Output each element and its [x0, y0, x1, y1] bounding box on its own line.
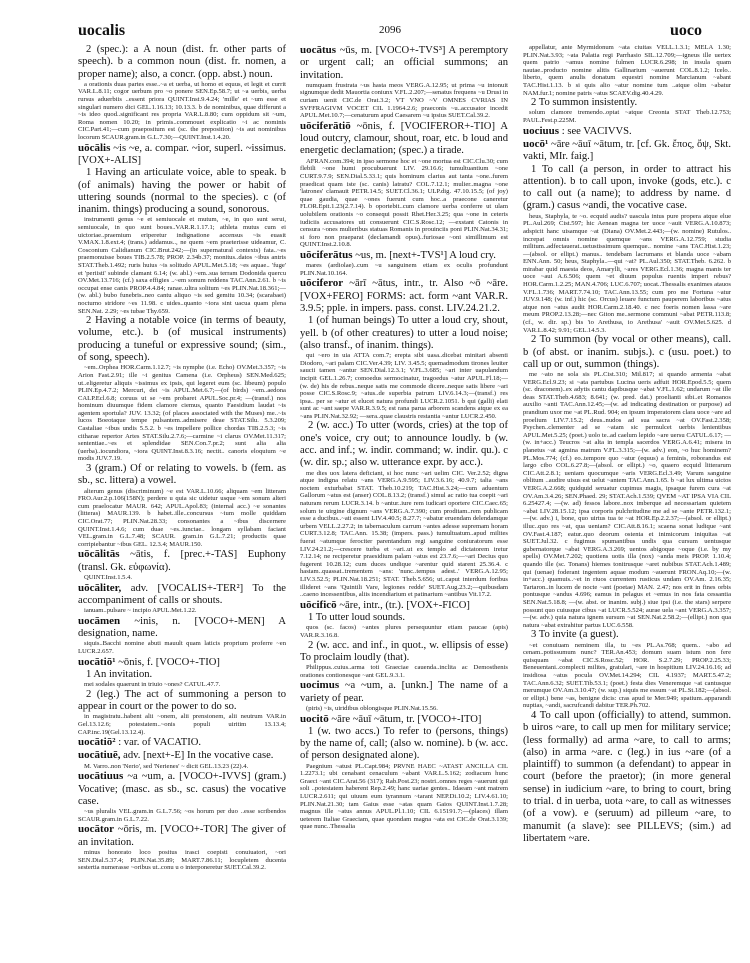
entry-headline [78, 736, 286, 749]
running-head [78, 22, 702, 42]
citation-block: AFRAN.com.394; in ipso sermone hoc et ~one mortua est CIC.Clu.30; cum flebili ~one humi procubuerunt LIV. 29.16.6; tumultuantium ~one CURT.9.7.9; SEN.Dial.5.33.1; quis hominum clarius aut tanta ~one..furem praedicat quam iste (sc. canis) latratu? COL.7.12.1; mulier..magna ~one 'latrones' clamauit PETR.14.5; SUET.Cl.36.1; ULP.dig. 47.10.15.5; (of joy) quae gaudia, quae ~ones fuerunt cum hoc..a praecone caneretur FLOR.Epit.1.23(2.7.14). b oportebit..cum clamore uerba conferre ut ulam uolubilem orationis ~o consequi possit Rhet.Her.3.25; qua ~one in ceteris iudiciis accusatores uti consuerunt CIC.S.Rosc.12; —exstant Catonis in censura ~ones mulieribus statuas Romanis in prouinciis poni PLIN.Nat.34.31; si foro non praeparat (declamandi opus)..furiosae ~oni simillimum est QUINT.Inst.2.10.8. [300, 157, 508, 249]
entry-grammar: ~ōris, m. [VOCO+-TOR] The giver of an invitation. [78, 824, 287, 848]
headword: uocātiō¹ [78, 655, 116, 668]
headword: uōciferātiō [300, 119, 351, 132]
citation-block: heus, Staphyla, te ~o. ecquid audis? uascula intus pure propera atque elue PL.Aul.269; Cist.597; hic Aenean magna ter uoce ~auit VERG.A.10.873; adspicit hanc uisamque ~at (Diana) OV.Met.2.443;—(w. nomine) Rutulos.. increpat omnis nomine quemque ~ans VERG.A.12.759; studia militum..adfectauerat..uetustissimum quemque.. nomine ~ans TAC.Hist.1.23;—(absol. or ellipt.) manus.. tendebam lacrumans et blanda uoce ~abam ENN.Ann. 50; heus, Staphyla..—qui ~at? PL.Aul.350; STAT.Theb. 6.262. b mirabar quid maesta deos, Amarylli, ~ares VERG.Ecl.1.36; magna manis ter uoce ~aui A.6.506; quem ~et diuum populus ruentis imperi rebus? HOR.Carm.1.2.25; MAN.4.706; LUC.6.707; uocat..Thessalis exanimes atauos V.FL.1.736; MART.7.74.10; TAC.Ann.13.55; cum pro me Fortuna ~atur JUV.9.148; (w. inf.) hic (sc. Orcus) leuare functum pauperem laboribus ~atus atque non ~atus audit HOR.Carm.2.18.40. c nec foeris nomen lassa ~are meum PROP.2.13.28;—nec Giton me..sermone communi ~abat PETR.113.8; (cf., w. dir. sp.) bis 'io Arethusa, io Arethusa' ~auit OV.Met.5.625. d VAR.L.8.42; 9.91; GEL.14.5.3. [523, 212, 731, 334]
column-3 [523, 44, 731, 845]
citation-block: numquam frustrata ~us hasta meos VERG.A.12.95; ut prima ~u intonuit signumque dedit Mauortia coniunx V.FL.2.207;—senatus frequens ~u Drusi in curiam uenit CIC.de Orat.3.2; VT VNO ~V OMNES CVRIAS IN SVFFRAGIVM VOCET CIL 1.1964.2.6; praeconis ~u..accusator incedit APUL.Met.10.7;—cenaturum apud Caesarem ~u ipsius SUET.Cal.39.2. [300, 81, 508, 120]
entry-grammar: ~ātis, f. [prec.+-TAS] Euphony (transl. Gk. εὐφωνία). [78, 549, 286, 573]
headword: uocātor [78, 823, 115, 836]
entry-headline [78, 615, 286, 641]
citation-block: instrumenti genus ~e et semiuocale et mutum, ~e, in quo sunt serui, semiuocale, in quo sunt boues..VAR.R.1.17.1; athleta mutus cum ei uictoriae..praemium eriperetur indignatione accensus ~is euasit V.MAX.1.8.ext.4; (trans.) addamus.., ne quem ~em praeterisse uideamur, C. Cosconium Calidianum CIC.Brut.242;—(in supernatural contexts) fata..~es praemonuisse boues TIB.2.5.78; PROP. 2.34b.37; monitus..datos ~ibus antris STAT.Theb.1.492; ruris huius ~is solitudo APUL.Met.5.18; ~es aquae.. 'fuge' et 'periisti' subinde clamant 6.14; (w. abl.) ~em..sua terram Dodonida quercu OV.Met.13.716; (cf.) saxa effigies ..~em sonum reddens TAC.Ann.2.61. b ~is occupat ense canis PROP.4.4.84; ranae..ultra solitum ~es PLIN.Nat.18.361;—(w. abl.) bubo funebris..neo cantu aliquo ~is sed gemitu 10.34; (scarabaei) nocturno stridore ~es 11.98. c uides..quanto ~iora sint uacua quam plena SEN.Nat. 2.29; ~es tubae Thy.659. [78, 216, 286, 315]
entry-grammar: ~āre ~āuī ~ātum, tr. [cf. Gk. ἔπος, ὄψ, Skt. vakti, MIr. faig.] [523, 138, 731, 163]
sense-definition: 2 To summon (by vocal or other means), call. b (of abst. or inanim. subjs.). c (usu. poet.) to call up or out, summon (things). [523, 334, 731, 370]
headword: uōcāliter, [78, 581, 122, 594]
headword: uocāmen [78, 614, 121, 627]
sense-definition: 1 (w. two accs.) To refer to (persons, things) by the name of, call; (also w. nomine). b (w. acc. of person designated alone). [300, 725, 508, 762]
entry-grammar: ~ārī ~ātus, intr., tr. Also ~ō ~āre. [VOX+FERO] FORMS: act. form ~ant VAR.R. 3.9.5; pple. in impers. pass. const. LIV.24.21.2. [300, 278, 508, 314]
headword: uocō¹ [523, 137, 549, 150]
entry-grammar: ~us, m. [next+-TVS¹] A loud cry. [355, 249, 496, 261]
citation-block: me dies uox latera deficiant, si hoc nunc ~ari uelim CIC. Ver.2.52; digna atque indigna relatu ~ans VERG.A.9.595; LIV.3.6.16; 40.9.7; talia ~ans noctem exturbabat STAT. Theb.10.219; TAC.Hist.3.24;—cum aduentum Gallorum ~atus est (anser) COL.8.13.2; (transf.) simul ac ratio tua coepit ~ari naturam rerum LUCR.3.14. b ~antur..iure rem iudicari oportere CIC.Caec.65; solum te uirgine dignum ~ans VERG.A.7.390; cum proditam..rem publicam esse a ducibus..~ati essent LIV.4.40.5; 8.27.7; ~abatur eruendam delendamque urbem VELL.2.27.2; in tabernaculum carrum ~antes adesse supremam horam CURT.3.12.8; TAC.Ann. 15.38; (impers. pass.) tumultuatum..apud milites fuerat ~atumque ferociter parentandum regi sanguine coniuratorum esse LIV.24.21.2;—crescere turba et ~ari..ut ex templo ad dictatorem iretur 7.12.14; ne reciperetur praesidium palam ~atus est 23.7.6;—~ari Decius quo fugerent 10.28.12; cum duces undique ~arentur quid starent 25.36.4. c hastam..quassat..trementem ~ans: 'nunc..tempus adest..' VERG.A.12.95; LIV.3.52.5; PLIN.Nat.18.251; STAT. Theb.5.656; ut..caput interdum foribus illideret ~ans 'Quintili Vare, legiones redde' SUET.Aug.23.2;—quibusdam ..caeno incessentibus, aliis incendiarium et patinarium ~antibus Vit.17.2. [300, 469, 508, 599]
citation-block: siquis..Bacchi nomine abuti mauult quam laticis proprium proferre ~en LUCR.2.657. [78, 640, 286, 655]
sense-definition: 3 To invite (a guest). [531, 629, 619, 641]
headword: uocimus [300, 679, 340, 692]
entry-headline [78, 656, 286, 669]
entry-headline [523, 125, 731, 138]
entry-grammar: ~a ~um, a. [unkn.] The name of a variety of pear. [300, 680, 508, 704]
entry-grammar: adv. [VOCALIS+-TER²] To the accompaniment of calls or shouts. [78, 582, 286, 606]
headword: uōciferor [300, 277, 344, 290]
citation-block: ~et conuiuam neminem illa, tu ~es PL.As.768; quem.. ~abo ad cenam..potissumum nunc? TER.An.453; domum suam istum non fere quisquam ~abat CIC.S.Rosc.52; HOR. S.2.7.29; PROP.2.25.33; Beneuentani..complecti milites, gratulari, ~are in hospitium LIV.24.16.16; ad insidiosa ~atus pocula OV.Met.14.294; CIL 4.1937; MART.5.47.2; TAC.Ann.6.32; SUET.Tib.53.1; (poet.) festa dies Veneremque ~at cantusque merumque OV.Am.3.10.47; (w. sup.) siquis me essum ~at PL.St.182;—(absol. or ellipt.) bene ~as, benigne dicis: cras apud te Mer.949; spatium..apparandi nuptias, ~andi, sacrufcandi dabitur TER.Ph.702. [523, 641, 731, 710]
entry-grammar: : see VACIVVS. [561, 125, 632, 137]
citation-block: minus honorato loco positus irasci coepisti conuiuatori, ~ori SEN.Dial.5.37.4; PLIN.Nat.35.89; MART.7.86.11; locupletem ducenta sestertia numerasse ~oribus ut..conu u o interponeretur SUET.Cal.39.2. [78, 848, 286, 872]
entry-headline [78, 142, 286, 168]
guide-word-right: uoco [670, 22, 702, 39]
citation-block: solum clamore tremendo..optat ~atque Creonta STAT Theb.12.753; PAUL.Fest.p.225M. [523, 109, 731, 125]
headword: uocātus [300, 44, 337, 56]
sense-definition: 2 Having a notable voice (in terms of beauty, volume, etc.). b (of musical instruments) producing a tuneful or expressive sound; (sim., of song, speech). [78, 315, 286, 364]
citation-block: ~em..Orphea HOR.Carm.1.12.7; ~is nymphe (i.e. Echo) OV.Met.3.357; ~is Arion Fast.2.91; ille ~i genitus Camena (i.e. Orpheus) SEN.Med.625; ut..eligeretur aliquis ~issimus ex ipsis, qui legeret eum (sc. libeum) populo PLIN.Ep.4.7.2; Mercuri, dei ~is APUL.Met.6.7;—(of birds) ~em..aedona CALP.Ecl.6.8; coruus ut se ~em probaret APUL.Soc.pr.4; —(transf.) nos hominum diuumque fidem clamore ciemus, quanto Faesidium laudat ~is agentem sportula? JUV. 13.32; (of places associated with the Muses) me..~is lucos Boeotaque tempe pulsantem..admisere deae STAT.Silu. 5.3.209; Castaliae ~ibus undis 5.5.2. b ~es impellere pollice chordas TIB.2.5.3; ~is citharae repertor Artes STAT.Silu.2.7.6;—carmine ~i clarus OV.Met.11.317; sententiae..~es et splendidae SEN.Con.7.pr.2; sunt alia alia (uerba)..iocundiora, ~iora QUINT.Inst.8.3.16; nectit.. canoris eloquium ~e modis JUV.7.19. [78, 364, 286, 463]
sense-definition: 1 Having an articulate voice, able to speak. b (of animals) having the power or habit of uttering sounds (normal to the species). c (of inanim. things) producing a sound, sonorous. [78, 167, 286, 216]
citation-block: in magistratu..habent alii ~onem, alii prensionem, alii neutrum VAR.in Gel.13.12.6; potestatem..~onis populi uiritim 13.13.4; CAP.inc.19(Gel.13.12.4). [78, 713, 286, 736]
entry-grammar: ~ōnis, f. [VOCIFEROR+-TIO] A loud outcry, clamour, shout, roar, etc. b loud and energetic declamation; (spec.) a tirade. [300, 120, 508, 157]
citation-block: ~us pluralis VEL.gram.in G.L.7.56; ~os horum per duo ..esse scribendos SCAUR.gram.in G.L.7.22. [78, 808, 286, 823]
citation-block: a orationis duas partes esse..~a et uerba, ut homo et equus, et legit et currit VAR.L.8.11; cogor uerbum pro ~o ponere SEN.Ep.58.7; ut ~a uerbis, uerba rursus aduerbiis ..essent priora QUINT.Inst.9.4.24; 'mille' et ~um esse et singulari numero dici GEL.1.16.13; 10.13.3. b de nominibus, quae differunt a ~is ideo quod..significant res propria VAR.L.8.80; cum oppidum sit ~um, Roma nomen 10.20; in primis..commouet explicatio ~i ac nominis CIC.Part.41;—cum praepositum est (sc. the preposition) ~is aut nominibus locorum SCAUR.gram.in G.L.7.30;—QUINT.Inst.1.4.20. [78, 80, 286, 142]
headword: uocātiō² [78, 736, 116, 749]
sense-definition: 2 To summon insistently. [531, 97, 638, 109]
entry-headline [300, 277, 508, 315]
sense-definition: 2 (spec.): a A noun (dist. fr. other parts of speech). b a common noun (dist. fr. nomen, a proper name); also, a concr. (opp. abst.) noun. [78, 44, 286, 80]
sense-definition: 2 (leg.) The act of summoning a person to appear in court or the power to do so. [78, 688, 286, 713]
headword: uocitō [300, 712, 329, 725]
citation-block: alterum genus (discriminum) ~e est VAR.L.10.66; aliquam ~em litteram FRO.Aur.2.p.106(158N); perdere u quia sic uidetur usque ~em sonum alteri cum praelocatur MAUR. 642; APUL.Apol.83; (internal acc.) ~e sonantes (litteras) MAUR.139. b habet..ille..concursus ~ium molle quiddam CIC.Orat.77; PLIN.Nat.28.33; consonantes a ~ibus discernere QUINT.Inst.1.4.6; cum duae ~es..iunctae.. longam syllabam faciant VEL.gram.in G.L.7.48; SCAUR. gram.in G.L.7.21; productis quae corripiebantur ~ibus GEL. 12.3.4; MAUR.150. [78, 487, 286, 548]
citation-block: (piris) ~is, uiridibus oblongisque PLIN.Nat.15.56. [306, 704, 438, 712]
sense-definition: 1 An invitation. [86, 668, 153, 680]
entry-grammar: ~āre ~āuī ~ātum, tr. [VOCO+-ITO] [331, 713, 482, 725]
entry-headline [78, 582, 286, 608]
column-1 [78, 44, 286, 872]
entry-grammar: ~a ~um, a. [VOCO+-IVVS] (gram.) Vocative; (masc. as sb., sc. casus) the vocative case. [78, 771, 286, 807]
citation-block: QUINT.Inst.1.5.4. [84, 573, 133, 581]
entry-headline [78, 823, 286, 849]
entry-headline [78, 749, 286, 762]
citation-block: Philippus..cuius..arma toti Graeciae cauenda..inclita ac Demosthenis orationes contionesque ~ant GEL.9.3.1. [300, 664, 508, 679]
citation-block: mares (ardiolae)..cum ~u sanguinem etiam ex oculis profundunt PLIN.Nat.10.164. [300, 262, 508, 277]
citation-block: quos (sc. facos) ~antes plures persequuntur etiam paucae (apis) VAR.R.3.16.8. [300, 624, 508, 639]
entry-grammar: ~is ~e, a. compar. ~ior, superl. ~issimus. [VOX+-ALIS] [78, 142, 286, 166]
entry-headline [300, 713, 508, 726]
entry-grammar: ~inis, n. [VOCO+-MEN] A designation, name. [78, 615, 286, 640]
citation-block: qui ~ero in uia ATTA com.7; erepta sibi uasa..dicebat minitari absenti Diodoro, ~ari palam CIC.Ver.4.39; LIV. 3.45.5; quemadmodum tirones leuiter saucii tamen ~antur SEN.Dial.12.3.1; V.FL.3.685; ~ari inter uapulandum incipit GEL.1.26.7; comoedus sermocinatur, tragoedus ~atur APUL.Fl.18;—(w. de) his de rebus..neque satis me commode dicere..neque satis libere ~ari posse CIC.S.Rosc.9; ~atus..de superbia patrum LIV.6.14.3;—(transf.) res ipsa.. per se ~atur et elucet natura profundi LUCR.2.1051. b qui (galli) elati sunt ac ~ant saepe VAR.R.3.9.5; est rana parua arborem scandens atque ex ea ~ans PLIN.Nat.32.92; —sera..quae claustris restantia ~antur LUCR.2.450. [300, 352, 508, 420]
sense-definition: 1 To utter loud sounds. [308, 612, 406, 624]
citation-block: appellatur, ante Myrmidonum ~ata ciuitas VELL.1.3.1; MELA 1.30; PLIN.Nat.3.93; ~ata Palatia regi Parrhasio SIL.12.709;—igneus ille uertex quem patrio ~amus nomine fulmen LUCR.6.298; in insula quam nautae..producto nomine alitis Gallinarium ~auerunt COL.8.1.2; Icelo.. liberto, quem anulis donatum equestri nomine Marcianum ~abant TAC.Hist.1.13. b si quis alio ~atur nomine tum ..atque olim ~abatur NAM.fur.1; nomine patris ~atus SCAEV.dig.40.4.29. [523, 44, 731, 97]
headword: uociuus [523, 124, 560, 137]
sense-definition: 3 (gram.) Of or relating to vowels. b (fem. as sb., sc. littera) a vowel. [78, 463, 286, 487]
entry-headline [300, 249, 508, 262]
sense-definition: 2 (w. acc. and inf., in quot., w. ellipsis of esse) To proclaim loudly (that). [300, 639, 508, 663]
entry-grammar: : var. of VACATIO. [118, 737, 202, 749]
column-2 [300, 44, 508, 831]
entry-headline [300, 44, 508, 82]
entry-headline [300, 599, 508, 612]
sense-definition: 4 To call upon (officially) to attend, summon. b uiros ~are, to call up men for military service; (less formally) ad arma ~are, to call to arms; (also) in arma ~are. c (leg.) in ius ~are (of a plaintiff) to summon (a defendant) to appear in court (before the praetor); (in more general sense) in iudicium ~are, to bring to court, bring to trial. d in uerba, uota ~are, to call as witnesses (of a vow). e (seruum) ad pilleum ~are, to manumit (a slave): see PILLEVS; (sim.) ad libertatem ~are. [523, 709, 731, 844]
sense-definition: 1 (of human beings) To utter a loud cry, shout, yell. b (of other creatures) to utter a loud noise; (also transf., of inanim. things). [300, 315, 508, 351]
entry-grammar: ~ūs, m. [VOCO+-TVS³] A peremptory or urgent call; an official summons; an invitation. [300, 45, 508, 81]
citation-block: ianuam..pulsare ~ incipio APUL.Met.1.22. [84, 607, 197, 615]
citation-block: me ~ato ne sola sis PL.Cist.310; Mil.817; si quando armenta ~abat VERG.Ecl.9.23; si ~ata partubus Lucina ueris adfuit HOR.Epod.5.5; quem (sc. draconem)..ex adytis cantu dapibusque ~abat V.FL.1.62; undarum ~at ille deas STAT.Theb.4.683; 8.641; (w. pred. dat.) proelianti sibi..et Romanos auxilio ~anti TAC.Ann.12.45;—(w. ad indicating destination or purpose) ad prandium uxor me ~at PL.Rud. 904; en ipsum imperatorem clara uoce ~are ad proelium LIV.7.15.2; deus..nudos ad sua sacra ~at OV.Fast.2.358; Psychen..clementer ad se ~atam sic permulcet uerbis lenientibus APUL.Met.5.25; (poet.) uolo te..ad caelum lepido ~are uersu CATUL.6.17; —(w. in+acc.) Teucros ~at alta in templa sacerdos VERG.A.6.41; misera in planetus ~at agmina matrum V.FL.3.315;—(w. adv.) eon, ~o huc hominem? PL.Mos.774; (cf.) eo..tempore quo ~atur (equus) a feminis, roborandus est largo cibo COL.6.27.8;—(absol. or ellipt.) ~o, quaero ecquid litterarum CIC.Att.2.8.1; ueniam quocumque ~aris VERG.Ecl.3.49; Varum sanguine oblitum ..audire uisus est uelut ~antem TAC.Ann.1.65. b ~at lux ultima uictos VERG.A.2.668; quidquid seruatur cupimus magis, ipsaque furem cura ~at OV.Am.3.4.26; SEN.Phaed. 29; STAT.Ach.1.539; QVEM ~AT IPSA VIA CIL 6.25427.4; —(w. ad) fessos labore..nox imberque ad necessariam quietem ~abat LIV.28.15.12; ipsa corporis pulchritudine me ad se ~ante PETR.132.1;—(w. adv.) i, bone, quo uirtus tua te ~at HOR.Ep.2.2.37;—(absol. or ellipt.) illuc..quo res ~at, qua ueniam? CIC.Att.8.16.1; scaena sonat ludique ~ant OV.Fast.4.187; eatur..quo deorum ostenta et inimicorum iniquitas ~at SUET.Jul.32. c fugimus spumantibus undis qua cursum uentusque gubernatorque ~abat VERG.A.3.269; uentos abigoque ~oque (i.e. by my spells) OV.Met.7.202; quotiens uotis illa (nox) ~anda meis PROP. 1.10.4; quando ille (sc. Tonans) hiemes tonitrusque ~aret nubibus STAT.Ach.1.489; qui (uenae) foderant ingentem aquae modum ~auerunt FRON.Aq.10;—(w. in+acc.) quamuis..~et in riuos currentem rusticus undam OV.Am. 2.16.35; Tartaron..in lucem de nocte ~ant (poetae) MAN. 2.47; nos erit in fines orbis pontusque ~andus 4.696; eamus in pelagus et ~emus in nos fata cessantia SEN.Nat.5.18.8; —(w. abst. or inanim. subj.) siue ipsi (i.e. the stars) serpere possunt quo cuiusque cibus ~at LUCR.5.524; aurae uela ~ant VERG.A.3.357;—(w. adv.) quia natura ignem sursum ~at SEN.Nat.2.58.2;—(ellipt.) non qua natura ~abat extrahitur partus LUC.6.558. [523, 371, 731, 629]
entry-headline [300, 120, 508, 158]
headword: uōciferātus [300, 248, 353, 261]
headword: uocātiuus [78, 770, 124, 783]
entry-grammar: ~āre, intr., (tr.). [VOX+-FICO] [339, 599, 470, 611]
headword: uōcālitās [78, 548, 120, 561]
citation-block: Paegnium ~atust PL.Capt.984; PRVNE HAEC ~ATAST ANCILLA CIL 1.2273.1; ubi cenabant cenaculum ~abant VAR.L.5.162; zodiacum hunc Graeci ~ant CIC.Arat.56 (317); Rab.Post.23; nostri..omnes reges ~auerunt qui soli ..potestatem haberent Rep.2.49; hanc uariae gentes.. Idaeam ~ant matrem LUCR.2.611; qui uiuum eum tyrannum ~tarant NEP.Di.10.2; LIV.4.61.10; PLIN.Nat.21.30; tam Gaius esse ~atas quam Gaios QUINT.Inst.1.7.28; magnus ille ~atus annus APUL.Pl.1.10; CIL 6.15191.7;—(places) illam ueterem Italiae Graeciam, quae quondam magna ~ata est CIC.de Orat.3.139; quae nunc..Thessalia [300, 762, 508, 831]
entry-grammar: adv. [next+-E] In the vocative case. [123, 750, 274, 762]
citation-block: M. Varro..non 'Nerio', sed 'Nerienes' ~ dicit GEL.13.23 (22).4. [84, 762, 249, 770]
headword: uōcālis [78, 141, 111, 154]
entry-headline [523, 138, 731, 164]
citation-block: mei sodales quaerunt in triuio ~ones? CATUL.47.7. [84, 681, 221, 689]
headword: uōcificō [300, 598, 337, 611]
entry-headline [300, 679, 508, 705]
guide-word-left: uocalis [78, 22, 126, 39]
entry-grammar: ~ōnis, f. [VOCO+-TIO] [118, 656, 220, 668]
sense-definition: 1 To call (a person, in order to attract his attention). b to call upon, invoke (gods, etc.). c to call out (a name); to address by name. d (gram.) casus ~andi, the vocative case. [523, 163, 731, 212]
entry-headline [78, 548, 286, 574]
headword: uocātiuē, [78, 749, 121, 762]
page-number: 2096 [379, 24, 401, 36]
entry-headline [78, 770, 286, 808]
sense-definition: 2 (w. acc.) To utter (words, cries) at the top of one's voice, cry out; to announce loudly. b (w. acc. and inf.; w. indir. command; w. indir. qu.). c (w. dir. sp.; also w. utterance expr. by acc.). [300, 420, 508, 469]
